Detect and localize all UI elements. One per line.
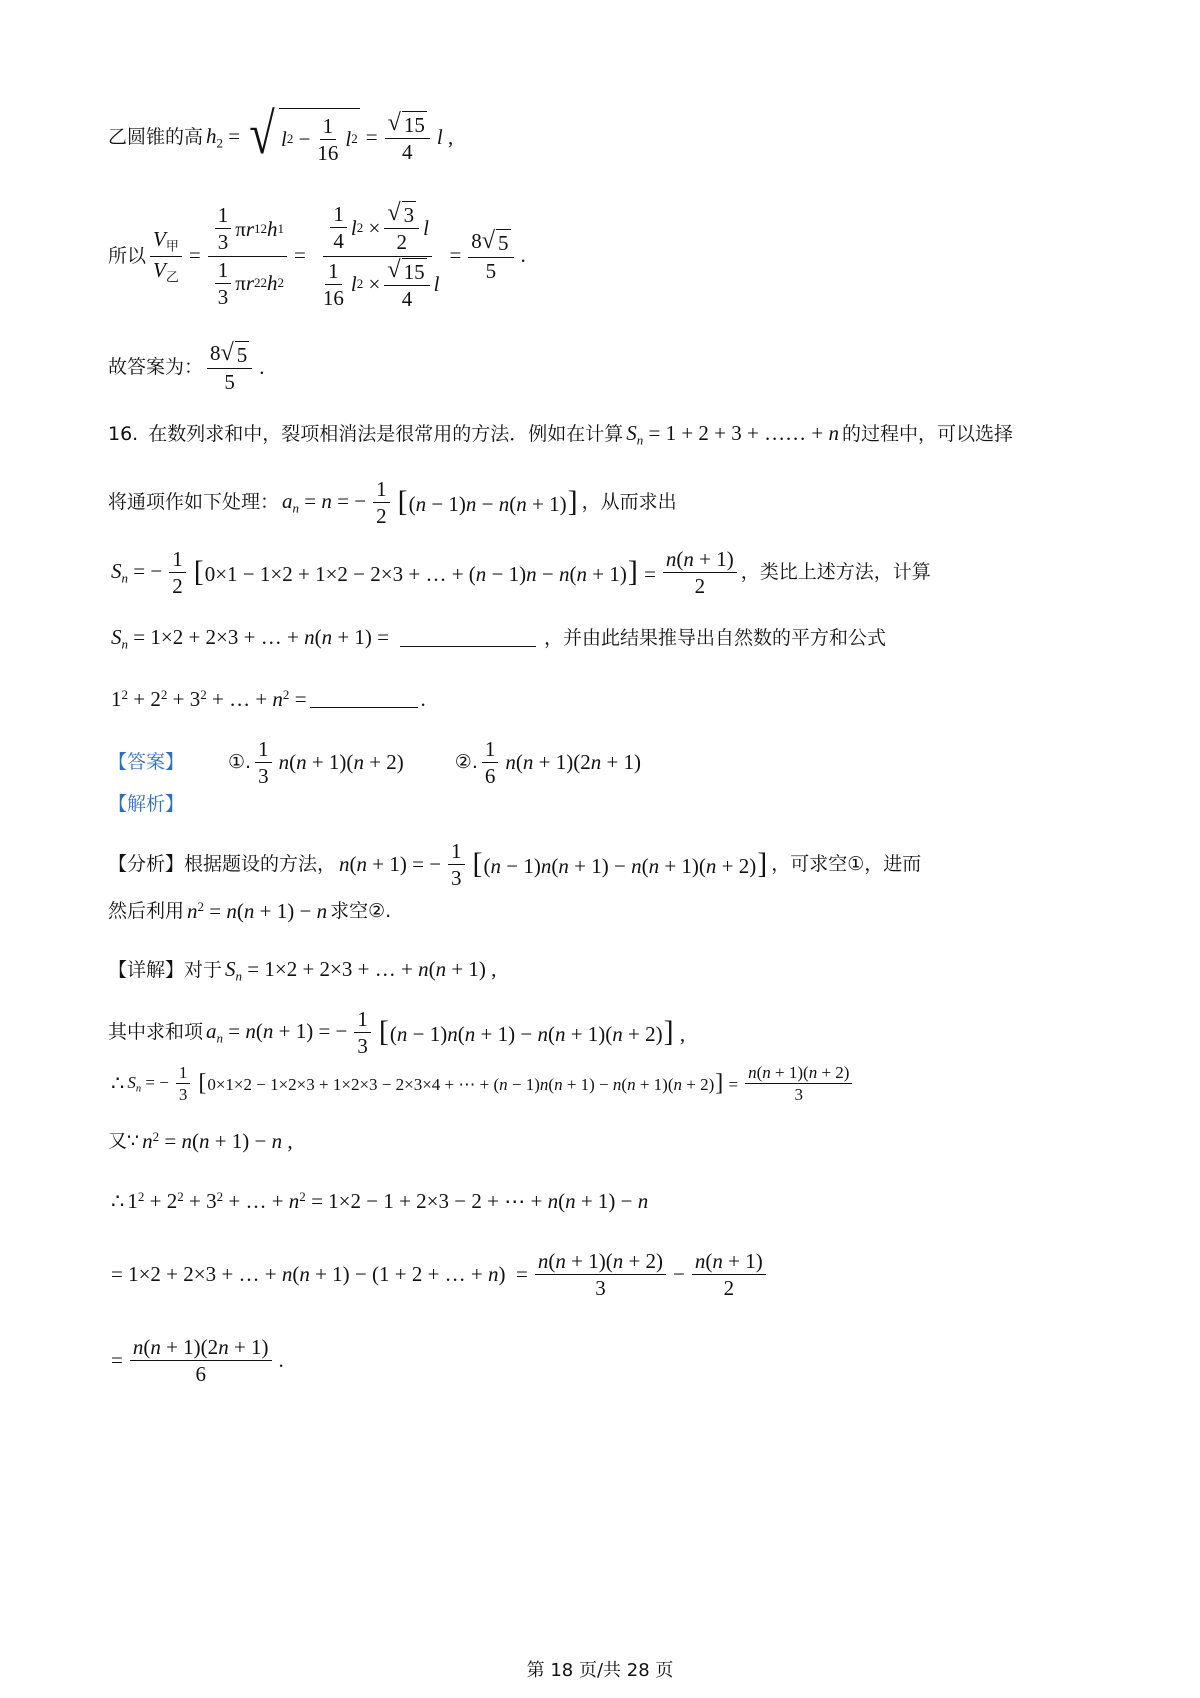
final-result-line: = $\frac{n(n + 1)(2n + 1)}{6}$ . xyxy=(111,1335,284,1387)
blank-2[interactable] xyxy=(310,691,418,708)
blank-1[interactable] xyxy=(400,630,536,647)
sqrt-expression: √ l 2 − $\frac{1}{16}$ l 2 xyxy=(249,101,358,166)
fenxi-line-1: 【分析】根据题设的方法， n(n + 1) = − $\frac{1}{3}$ [(n − 1)n(n + 1) − n(n + 1)(n + 2)] ，可求空①，进而 xyxy=(108,839,922,891)
answer-label: 【答案】 xyxy=(108,751,185,774)
cone-height-line: 乙圆锥的高 $h_2$ = √ l 2 − $\frac{1}{16}$ l 2 = √ 15 4 l , xyxy=(108,101,454,166)
question-16-line-2: 将通项作如下处理： $a_n = n$ = − $\frac{1}{2}$ [(n − 1)n − n(n + 1)] ，从而求出 xyxy=(108,477,677,529)
question-16-line-5: $1^2 + 2^2 + 3^2$ + … + $n^2$ = . xyxy=(111,686,426,711)
question-number: 16. xyxy=(108,423,139,446)
answer-2-marker: ②. xyxy=(454,751,478,774)
answer-key-line: 【答案】 ①. $\frac{1}{3}$ n(n + 1)(n + 2) ②. $\frac{1}{6}$ n(n + 1)(2n + 1) xyxy=(108,737,642,789)
page-footer: 第 18 页/共 28 页 xyxy=(526,1660,674,1681)
ratio-v: $\frac{V_甲}{V_乙}$ xyxy=(150,226,182,287)
analysis-heading-line xyxy=(108,792,1140,817)
cone-height-label: 乙圆锥的高 xyxy=(108,125,204,148)
answer-1-marker: ①. xyxy=(228,751,252,774)
question-16-line-4: $S_n = 1\times 2 + 2\times 3$ + … + n(n + 1) = ，并由此结果推导出自然数的平方和公式 xyxy=(111,625,887,652)
answer-prefix: 故答案为： xyxy=(108,356,204,379)
fenxi-line-2: 然后利用 $n^2 = n(n + 1) - n$ 求空②. xyxy=(108,898,392,923)
squares-line-1: ∴ $1^2 + 2^2 + 3^2$ + … + $n^2 = 1\times 2 - 1 + 2\times 3 - 2$ + ⋯ + n(n + 1) − n xyxy=(111,1188,649,1213)
xiangjie-line: 【详解】对于 $S_n = 1\times 2 + 2\times 3$ + … + n(n + 1) , xyxy=(108,957,497,984)
answer-line: 故答案为： 8 √ 5 5 . xyxy=(108,339,265,395)
so-label: 所以 xyxy=(108,244,147,267)
question-16-line-3: $S_n$ = − $\frac{1}{2}$ [0×1 − 1×2 + 1×2 − 2×3 + … + (n − 1)n − n(n + 1)] = $\frac{n(n + 1)}{2}$ ，类比上述方法，计算 xyxy=(111,547,931,599)
formula-h2: $h_2$ = xyxy=(206,123,241,151)
question-16-line-1: 16. 在数列求和中，裂项相消法是很常用的方法．例如在计算 $S_n = 1 + 2 + 3$ + …… + n 的过程中，可以选择 xyxy=(108,421,1013,448)
ratio-substituted: $\frac{1}{4}$ l 2 × √ 3 2 l $\frac{1}{16}$ l 2 × √ 15 4 l xyxy=(322,199,440,311)
because-line: 又∵ $n^2 = n(n + 1) - n$ , xyxy=(108,1128,293,1153)
analysis-label: 【解析】 xyxy=(108,793,185,815)
squares-line-2: = 1×2 + 2×3 + … + n(n + 1) − (1 + 2 + … + n) = $\frac{n(n + 1)(n + 2)}{3}$ − $\frac{n(n + 1)}{2}$ xyxy=(108,1248,1140,1302)
ratio-volume-formula: $\frac{1}{3}$ π r 1 2 h 1 $\frac{1}{3}$ π r 2 2 h 2 xyxy=(208,202,287,310)
volume-ratio-line: 所以 $\frac{V_甲}{V_乙}$ = $\frac{1}{3}$ π r 1 2 h 1 $\frac{1}{3}$ π r 2 2 h 2 = $\frac{1}{4}$ l 2 × √ 3 2 l $\frac{1}{16}$ l 2 × √ 15 4 l = 8 √ 5 5 . xyxy=(108,199,526,311)
term-line: 其中求和项 $a_n = n(n + 1)$ = − $\frac{1}{3}$ [(n − 1)n(n + 1) − n(n + 1)(n + 2)] , xyxy=(108,1007,686,1059)
sum-derivation-line: ∴ $S_n$ = − $\frac{1}{3}$ [0×1×2 − 1×2×3 + 1×2×3 − 2×3×4 + ⋯ + (n − 1)n(n + 1) − n(n + 1)(n + 2)] = $\frac{n(n + 1)(n + 2)}{3}$ xyxy=(108,1062,1140,1106)
